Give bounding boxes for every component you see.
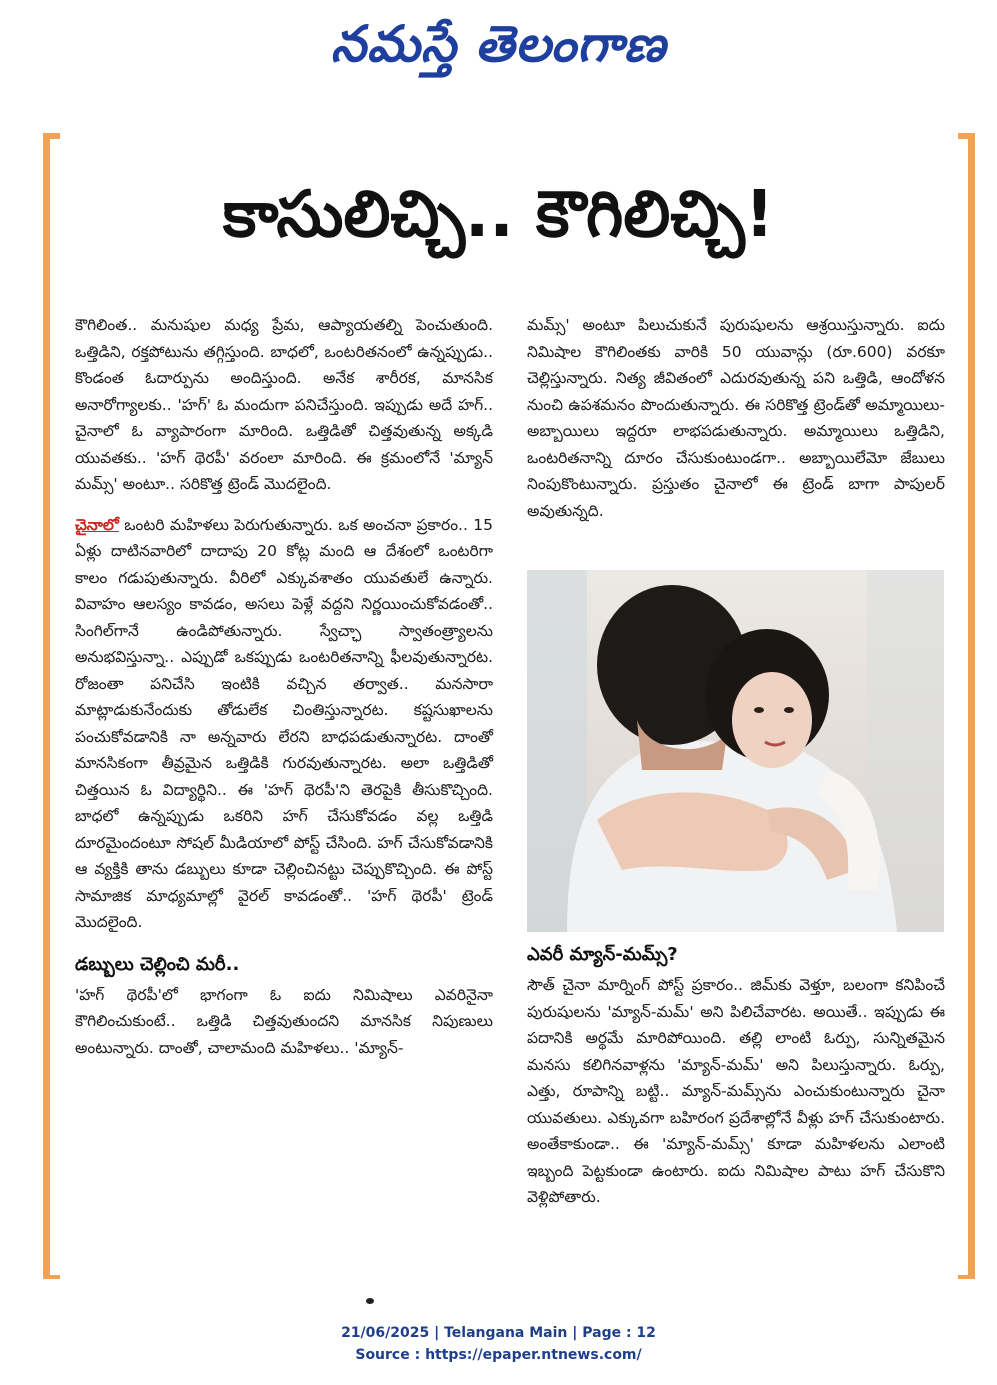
article-headline: కాసులిచ్చి.. కౌగిలిచ్చి! (222, 178, 775, 252)
right-column-lower (527, 940, 945, 1225)
subhead-paid: డబ్బులు చెల్లించి మరీ.. (75, 953, 240, 975)
china-paragraph (75, 512, 493, 936)
hug-photo (527, 570, 944, 932)
footer-source: Source : https://epaper.ntnews.com/ (355, 1347, 642, 1363)
footer-edition: 21/06/2025 | Telangana Main | Page : 12 (341, 1325, 656, 1341)
left-column (75, 312, 493, 1075)
right-column (527, 312, 945, 538)
intro-paragraph: కౌగిలింత.. మనుషుల మధ్య ప్రేమ, ఆప్యాయతల్ని పెంచుతుంది. ఒత్తిడిని, రక్తపోటును తగ్గిస్తుంది. బాధలో, ఒంటరితనంలో ఉన్నప్పుడు.. కొండంత ఓదార్పును అందిస్తుంది. అనేక శారీరక, మానసిక అనారోగ్యాలకు.. 'హగ్' ఓ మందుగా పనిచేస్తుంది. ఇప్పుడు అదే హగ్.. చైనాలో ఓ వ్యాపారంగా మారింది. ఒత్తిడితో చిత్తవుతున్న అక్కడి యువతకు.. 'హగ్ థెరపీ' వరంలా మారింది. ఈ క్రమంలోనే 'మ్యాన్ మమ్స్' అంటూ.. సరికొత్త ట్రెండ్ మొదలైంది. (75, 316, 493, 493)
right-paragraph-1: మమ్స్' అంటూ పిలుచుకునే పురుషులను ఆశ్రయిస్తున్నారు. ఐదు నిమిషాల కౌగిలింతకు వారికి 50 యువాన్లు (రూ.600) వరకూ చెల్లిస్తున్నారు. నిత్య జీవితంలో ఎదురవుతున్న పని ఒత్తిడి, ఆందోళన నుంచి ఉపశమనం పొందుతున్నారు. ఈ సరికొత్త ట్రెండ్‌తో అమ్మాయిలు-అబ్బాయిలు ఇద్దరూ లాభపడుతున్నారు. అమ్మాయిలు ఒత్తిడిని, ఒంటరితనాన్ని దూరం చేసుకుంటుండగా.. అబ్బాయిలేమో జేబులు నింపుకొంటున్నారు. ప్రస్తుతం చైనాలో ఈ ట్రెండ్ బాగా పాపులర్ అవుతున్నది. (527, 316, 945, 520)
china-paragraph-text: ఒంటరి మహిళలు పెరుగుతున్నారు. ఒక అంచనా ప్రకారం.. 15 ఏళ్లు దాటినవారిలో దాదాపు 20 కోట్ల మంది ఆ దేశంలో ఒంటరిగా కాలం గడుపుతున్నారు. వీరిలో ఎక్కువశాతం యువతులే ఉన్నారు. వివాహం ఆలస్యం కావడం, అసలు పెళ్లే వద్దని నిర్ణయించుకోవడంతో.. సింగిల్‌గానే ఉండిపోతున్నారు. స్వేచ్ఛా స్వాతంత్ర్యాలను అనుభవిస్తున్నా.. ఎప్పుడో ఒకప్పుడు ఒంటరితనాన్ని ఫీలవుతున్నారట. రోజంతా పనిచేసి ఇంటికి వచ్చిన తర్వాత.. మనసారా మాట్లాడుకునేందుకు తోడులేక చింతిస్తున్నారట. కష్టసుఖాలను పంచుకోవడానికి నా అన్నవారు లేరని బాధపడుతున్నారట. దాంతో మానసికంగా తీవ్రమైన ఒత్తిడికి గురవుతున్నారట. అలా ఒత్తిడితో చిత్తయిన ఓ విద్యార్థిని.. ఈ 'హగ్ థెరపీ'ని తెరపైకి తీసుకొచ్చింది. బాధలో ఉన్నప్పుడు ఒకరిని హగ్ చేసుకోవడం వల్ల ఒత్తిడి దూరమైందంటూ సోషల్ మీడియాలో పోస్ట్ చేసింది. హగ్ చేసుకోవడానికి ఆ వ్యక్తికి తాను డబ్బులు కూడా చెల్లించినట్టు చెప్పుకొచ్చింది. ఈ పోస్ట్ సామాజిక మాధ్యమాల్లో వైరల్ కావడంతో.. 'హగ్ థెరపీ' ట్రెండ్ మొదలైంది. (75, 515, 493, 931)
subhead-who: ఎవరీ మ్యాన్-మమ్స్? (527, 944, 678, 965)
frame-gap-bottom (60, 1272, 958, 1284)
masthead-title: నమస్తే తెలంగాణ (330, 15, 667, 73)
paid-paragraph: 'హగ్ థెరపీ'లో భాగంగా ఓ ఐదు నిమిషాలు ఎవరినైనా కౌగిలించుకుంటే.. ఒత్తిడి చిత్తవుతుందని మానసిక నిపుణులు అంటున్నారు. దాంతో, చాలామంది మహిళలు.. 'మ్యాన్- (75, 985, 493, 1057)
footer (0, 1322, 997, 1366)
frame-gap-top (60, 128, 958, 142)
right-paragraph-2: సౌత్ చైనా మార్నింగ్ పోస్ట్ ప్రకారం.. జిమ్‌కు వెళ్తూ, బలంగా కనిపించే పురుషులను 'మ్యాన్-మమ్' అని పిలిచేవారట. అయితే.. ఇప్పుడు ఈ పదానికి అర్థమే మారిపోయింది. తల్లి లాంటి ఓర్పు, సున్నితమైన మనసు కలిగినవాళ్లను 'మ్యాన్-మమ్' అని పిలుస్తున్నారు. ఓర్పు, ఎత్తు, రూపాన్ని బట్టి.. మ్యాన్-మమ్స్‌ను ఎంచుకుంటున్నారు చైనా యువతులు. ఎక్కువగా బహిరంగ ప్రదేశాల్లోనే వీళ్లు హగ్ చేసుకుంటారు. అంతేకాకుండా.. ఈ 'మ్యాన్-మమ్స్' కూడా మహిళలను ఎలాంటి ఇబ్బంది పెట్టకుండా ఉంటారు. ఐదు నిమిషాల పాటు హగ్ చేసుకొని వెళ్లిపోతారు. (527, 976, 945, 1206)
page-mark (366, 1298, 374, 1304)
china-lead-word: చైనాలో (75, 515, 119, 534)
hug-photo-illustration (527, 570, 944, 932)
